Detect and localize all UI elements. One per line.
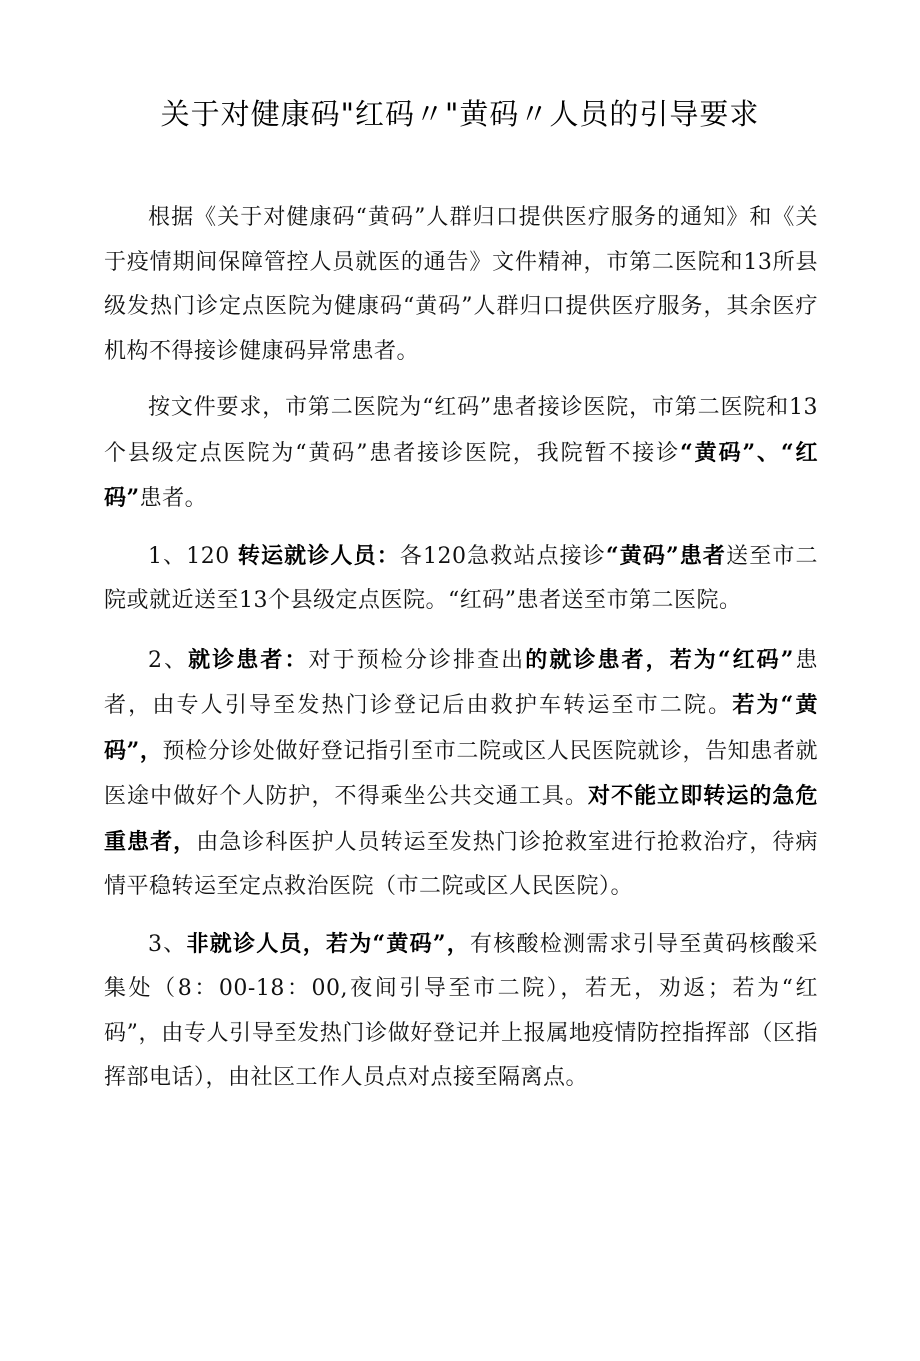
item-text: 对于预检分诊排查出 xyxy=(308,647,526,673)
item-bold-text: 若为“黄码”， xyxy=(104,692,818,764)
item-bold-text: 的就诊患者，若为“红码” xyxy=(525,646,794,673)
item-text: 有核酸检测需求引导至黄码核酸采集处（8：00-18：00,夜间引导至市二院），若无，劝返；若为“红码”，由专人引导至发热门诊做好登记并上报属地疫情防控指挥部（区指挥部电话），由社区工作人员点对点接至隔离点。 xyxy=(104,931,818,1090)
item-heading: 非就诊人员，若为“黄码”， xyxy=(186,930,471,957)
item-bold-text: “黄码”患者 xyxy=(605,542,727,569)
item-patients xyxy=(104,638,818,910)
paragraph-requirements-text: 按文件要求，市第二医院为“红码”患者接诊医院，市第二医院和13个县级定点医院为“黄码”患者接诊医院，我院暂不接诊 xyxy=(104,395,818,466)
document-title: 关于对健康码"红码〃"黄码〃人员的引导要求 xyxy=(160,97,760,131)
paragraph-requirements-bold: “黄码”、“红码” xyxy=(104,439,818,511)
document-body xyxy=(104,196,818,1101)
item-number: 2、 xyxy=(148,647,189,673)
item-number: 1、120 xyxy=(148,543,238,569)
item-bold-text: 对不能立即转运的急危重患者， xyxy=(104,783,818,855)
item-heading: 转运就诊人员： xyxy=(237,542,400,569)
item-text: 患者，由专人引导至发热门诊登记后由救护车转运至市二院。 xyxy=(104,647,818,718)
item-text: 各120急救站点接诊 xyxy=(399,543,606,569)
paragraph-intro: 根据《关于对健康码“黄码”人群归口提供医疗服务的通知》和《关于疫情期间保障管控人员就医的通告》文件精神，市第二医院和13所县级发热门诊定点医院为健康码“黄码”人群归口提供医疗服务，其余医疗机构不得接诊健康码异常患者。 xyxy=(104,205,818,364)
item-text: 由急诊科医护人员转运至发热门诊抢救室进行抢救治疗，待病情平稳转运至定点救治医院（市二院或区人民医院）。 xyxy=(104,829,818,899)
item-text: 送至市二院或就近送至13个县级定点医院。“红码”患者送至市第二医院。 xyxy=(104,543,818,613)
item-heading: 就诊患者： xyxy=(188,646,309,673)
paragraph-requirements xyxy=(104,386,818,522)
item-text: 预检分诊处做好登记指引至市二院或区人民医院就诊，告知患者就医途中做好个人防护，不得乘坐公共交通工具。 xyxy=(104,738,818,809)
paragraph-requirements-end: 患者。 xyxy=(139,486,208,511)
item-number: 3、 xyxy=(148,931,187,957)
item-non-patients xyxy=(104,922,818,1101)
item-120-transport xyxy=(104,534,818,624)
